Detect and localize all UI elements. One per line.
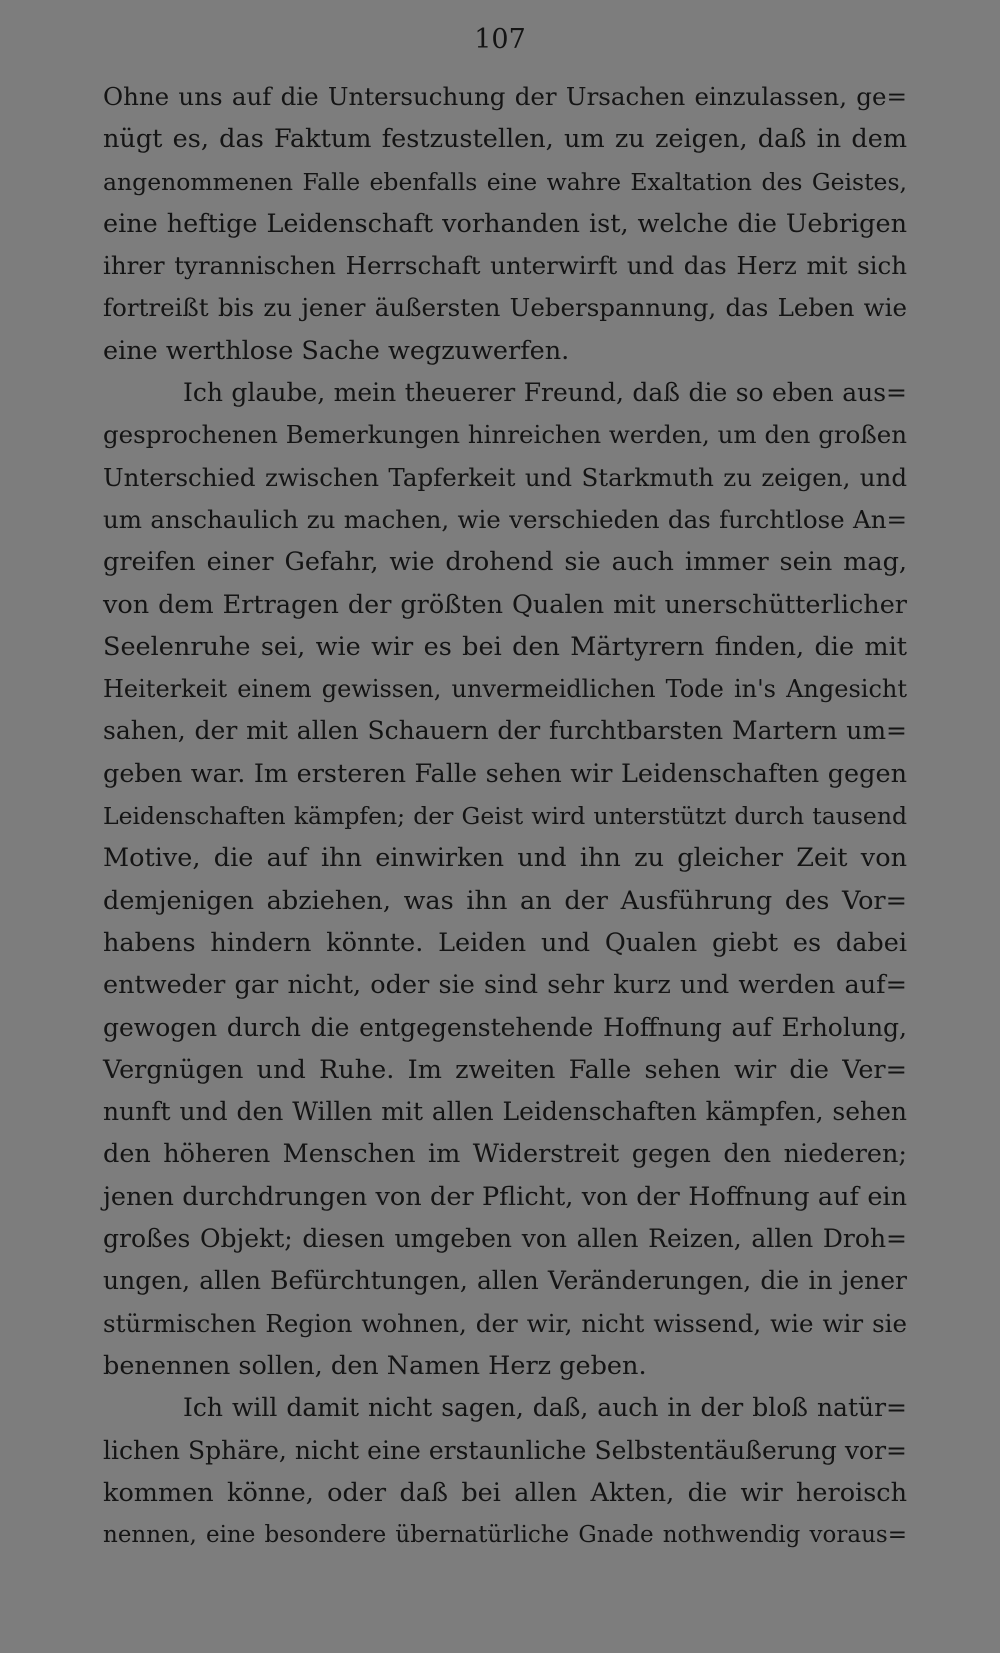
text-line: Ohne uns auf die Untersuchung der Ursachen einzulassen, ge= (103, 82, 907, 111)
text-line: lichen Sphäre, nicht eine erstaunliche Selbstentäußerung vor= (103, 1435, 907, 1465)
text-line: stürmischen Region wohnen, der wir, nicht wissend, wie wir sie (103, 1308, 907, 1338)
text-line: um anschaulich zu machen, wie verschieden das furchtlose An= (103, 504, 907, 534)
text-line: sahen, der mit allen Schauern der furchtbarsten Martern um= (103, 716, 907, 746)
text-line: gewogen durch die entgegenstehende Hoffnung auf Erholung, (103, 1012, 907, 1042)
text-line: eine heftige Leidenschaft vorhanden ist, welche die Uebrigen (103, 208, 907, 239)
text-line: Ich will damit nicht sagen, daß, auch in der bloß natür= (183, 1393, 907, 1423)
text-line: ungen, allen Befürchtungen, allen Veränderungen, die in jener (103, 1266, 907, 1296)
text-line: Heiterkeit einem gewissen, unvermeidlichen Tode in's Angesicht (103, 675, 907, 704)
text-line: demjenigen abziehen, was ihn an der Ausführung des Vor= (103, 885, 907, 916)
body-text (103, 76, 907, 1556)
paragraph (103, 372, 907, 1387)
text-line: Ich glaube, mein theuerer Freund, daß die so eben aus= (183, 378, 907, 408)
text-line: den höheren Menschen im Widerstreit gegen den niederen; (103, 1139, 907, 1170)
text-line: fortreißt bis zu jener äußersten Ueberspannung, das Leben wie (103, 293, 907, 323)
text-line: gesprochenen Bemerkungen hinreichen werden, um den großen (103, 420, 907, 450)
text-line: Unterschied zwischen Tapferkeit und Starkmuth zu zeigen, und (103, 462, 907, 492)
paragraph (103, 1387, 907, 1556)
text-line: benennen sollen, den Namen Herz geben. (103, 1350, 647, 1381)
text-line: von dem Ertragen der größten Qualen mit unerschütterlicher (103, 589, 907, 620)
text-line: kommen könne, oder daß bei allen Akten, die wir heroisch (103, 1477, 907, 1508)
text-line: greifen einer Gefahr, wie drohend sie auch immer sein mag, (103, 547, 907, 578)
text-line: angenommenen Falle ebenfalls eine wahre Exaltation des Geistes, (103, 167, 907, 196)
text-line: nunft und den Willen mit allen Leidenschaften kämpfen, sehen (103, 1097, 907, 1127)
text-line: Motive, die auf ihn einwirken und ihn zu gleicher Zeit von (103, 843, 907, 874)
text-line: eine werthlose Sache wegzuwerfen. (103, 335, 570, 366)
text-line: Leidenschaften kämpfen; der Geist wird unterstützt durch tausend (103, 802, 907, 831)
text-line: Seelenruhe sei, wie wir es bei den Märtyrern finden, die mit (103, 631, 907, 662)
text-line: großes Objekt; diesen umgeben von allen Reizen, allen Droh= (103, 1224, 907, 1254)
paragraph (103, 76, 907, 372)
page-number: 107 (474, 24, 526, 55)
text-line: Vergnügen und Ruhe. Im zweiten Falle sehen wir die Ver= (103, 1054, 907, 1085)
text-line: habens hindern könnte. Leiden und Qualen giebt es dabei (103, 927, 907, 958)
text-line: jenen durchdrungen von der Pflicht, von der Hoffnung auf ein (103, 1181, 907, 1212)
text-line: entweder gar nicht, oder sie sind sehr kurz und werden auf= (103, 970, 907, 1001)
text-line: nügt es, das Faktum festzustellen, um zu zeigen, daß in dem (103, 124, 907, 155)
text-line: nennen, eine besondere übernatürliche Gnade nothwendig voraus= (103, 1522, 907, 1549)
text-line: ihrer tyrannischen Herrschaft unterwirft und das Herz mit sich (103, 251, 907, 281)
text-line: geben war. Im ersteren Falle sehen wir Leidenschaften gegen (103, 758, 907, 789)
